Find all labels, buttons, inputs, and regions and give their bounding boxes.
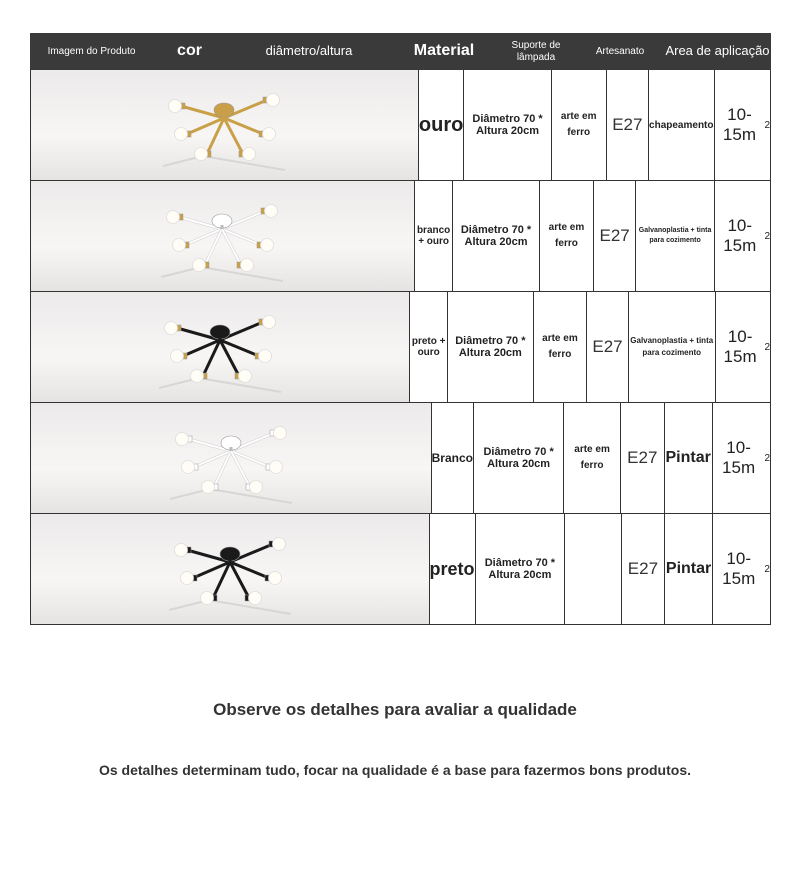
table-row	[30, 70, 771, 181]
bulb	[268, 572, 281, 585]
material-cell	[540, 181, 594, 291]
craft-text: Galvanoplastia + tinta para cozimento	[630, 336, 714, 357]
ceiling-trim	[163, 156, 285, 170]
header-image: Imagem do Produto	[47, 45, 136, 57]
area-cell	[715, 181, 771, 291]
socket-cell: E27	[587, 292, 628, 402]
chandelier-image	[163, 70, 285, 180]
color-cell: preto + ouro	[410, 292, 448, 402]
quality-subtitle: Os detalhes determinam tudo, focar na qualidade é a base para fazermos bons produtos.	[98, 762, 692, 778]
bulb	[165, 322, 178, 335]
bulb	[195, 148, 208, 161]
bulb	[248, 592, 261, 605]
area-value: 10-15m	[723, 327, 757, 366]
header-color: cor	[177, 42, 202, 60]
table-row	[30, 292, 771, 403]
area-value: 10-15m	[723, 216, 757, 255]
dimensions-cell: Diâmetro 70 * Altura 20cm	[448, 292, 533, 402]
area-value: 10-15m	[722, 549, 756, 588]
color-cell: Branco	[432, 403, 474, 513]
socket-cell: E27	[622, 514, 666, 624]
bulb	[175, 433, 188, 446]
socket-cell: E27	[594, 181, 636, 291]
product-image	[30, 70, 419, 180]
ceiling-trim	[159, 378, 281, 392]
spec-table	[30, 33, 771, 625]
header-socket: Suporte de lâmpada	[511, 40, 561, 63]
material-text: arte em ferro	[574, 444, 610, 471]
table-header	[30, 33, 771, 70]
bulb	[193, 259, 206, 272]
bulb	[175, 128, 188, 141]
product-image	[30, 514, 430, 624]
bulb	[167, 211, 180, 224]
header-dimensions: diâmetro/altura	[265, 43, 353, 59]
socket-cell: E27	[621, 403, 665, 513]
bulb	[191, 370, 204, 383]
area-sup: 2	[764, 230, 770, 242]
craft-cell: chapeamento	[649, 70, 714, 180]
table-row	[30, 514, 771, 625]
bulb	[181, 461, 194, 474]
material-text: arte em ferro	[560, 111, 597, 138]
ceiling-trim	[169, 600, 291, 614]
material-cell	[552, 70, 607, 180]
dimensions-cell: Diâmetro 70 * Altura 20cm	[453, 181, 540, 291]
material-cell	[564, 403, 621, 513]
bulb	[173, 239, 186, 252]
craft-text: Galvanoplastia + tinta para cozimento	[638, 227, 712, 244]
area-cell	[713, 514, 771, 624]
dimensions-cell: Diâmetro 70 * Altura 20cm	[476, 514, 566, 624]
material-text: arte em ferro	[542, 333, 578, 360]
bulb	[269, 461, 282, 474]
bulb	[273, 427, 286, 440]
chandelier-image	[170, 403, 292, 513]
area-cell	[715, 70, 772, 180]
header-area: Area de aplicação	[665, 43, 770, 59]
bulb	[261, 239, 274, 252]
area-sup: 2	[764, 119, 770, 131]
bulb	[249, 481, 262, 494]
product-image	[30, 292, 410, 402]
socket-cell: E27	[607, 70, 649, 180]
header-material: Material	[413, 42, 475, 60]
area-sup: 2	[764, 341, 770, 353]
product-image	[30, 181, 415, 291]
color-cell: ouro	[419, 70, 464, 180]
ceiling-trim	[170, 489, 292, 503]
craft-cell: Pintar	[665, 403, 713, 513]
chandelier-image	[159, 292, 281, 402]
bulb	[267, 94, 280, 107]
ceiling-trim	[161, 267, 283, 281]
color-cell: preto	[430, 514, 476, 624]
material-cell	[565, 514, 621, 624]
chandelier-image	[161, 181, 283, 291]
bulb	[259, 350, 272, 363]
bulb	[243, 148, 256, 161]
bulb	[180, 572, 193, 585]
bulb	[171, 350, 184, 363]
chandelier-image	[169, 514, 291, 624]
dimensions-cell: Diâmetro 70 * Altura 20cm	[474, 403, 564, 513]
dimensions-cell: Diâmetro 70 * Altura 20cm	[464, 70, 551, 180]
bulb	[200, 592, 213, 605]
bulb	[169, 100, 182, 113]
area-sup: 2	[764, 452, 771, 464]
bulb	[265, 205, 278, 218]
area-sup: 2	[764, 563, 770, 575]
table-row	[30, 403, 771, 514]
craft-cell: Pintar	[665, 514, 713, 624]
bulb	[263, 316, 276, 329]
material-cell	[534, 292, 588, 402]
color-cell: branco + ouro	[415, 181, 453, 291]
bulb	[201, 481, 214, 494]
header-craft: Artesanato	[595, 45, 645, 57]
product-image	[30, 403, 432, 513]
bulb	[239, 370, 252, 383]
material-text: arte em ferro	[548, 222, 585, 249]
table-row	[30, 181, 771, 292]
area-value: 10-15m	[722, 438, 756, 477]
bulb	[272, 538, 285, 551]
bulb	[174, 544, 187, 557]
bulb	[263, 128, 276, 141]
craft-cell	[629, 292, 716, 402]
area-value: 10-15m	[722, 105, 756, 144]
area-cell	[716, 292, 771, 402]
craft-cell	[636, 181, 715, 291]
area-cell	[713, 403, 771, 513]
bulb	[241, 259, 254, 272]
quality-title: Observe os detalhes para avaliar a qualidade	[213, 700, 577, 719]
